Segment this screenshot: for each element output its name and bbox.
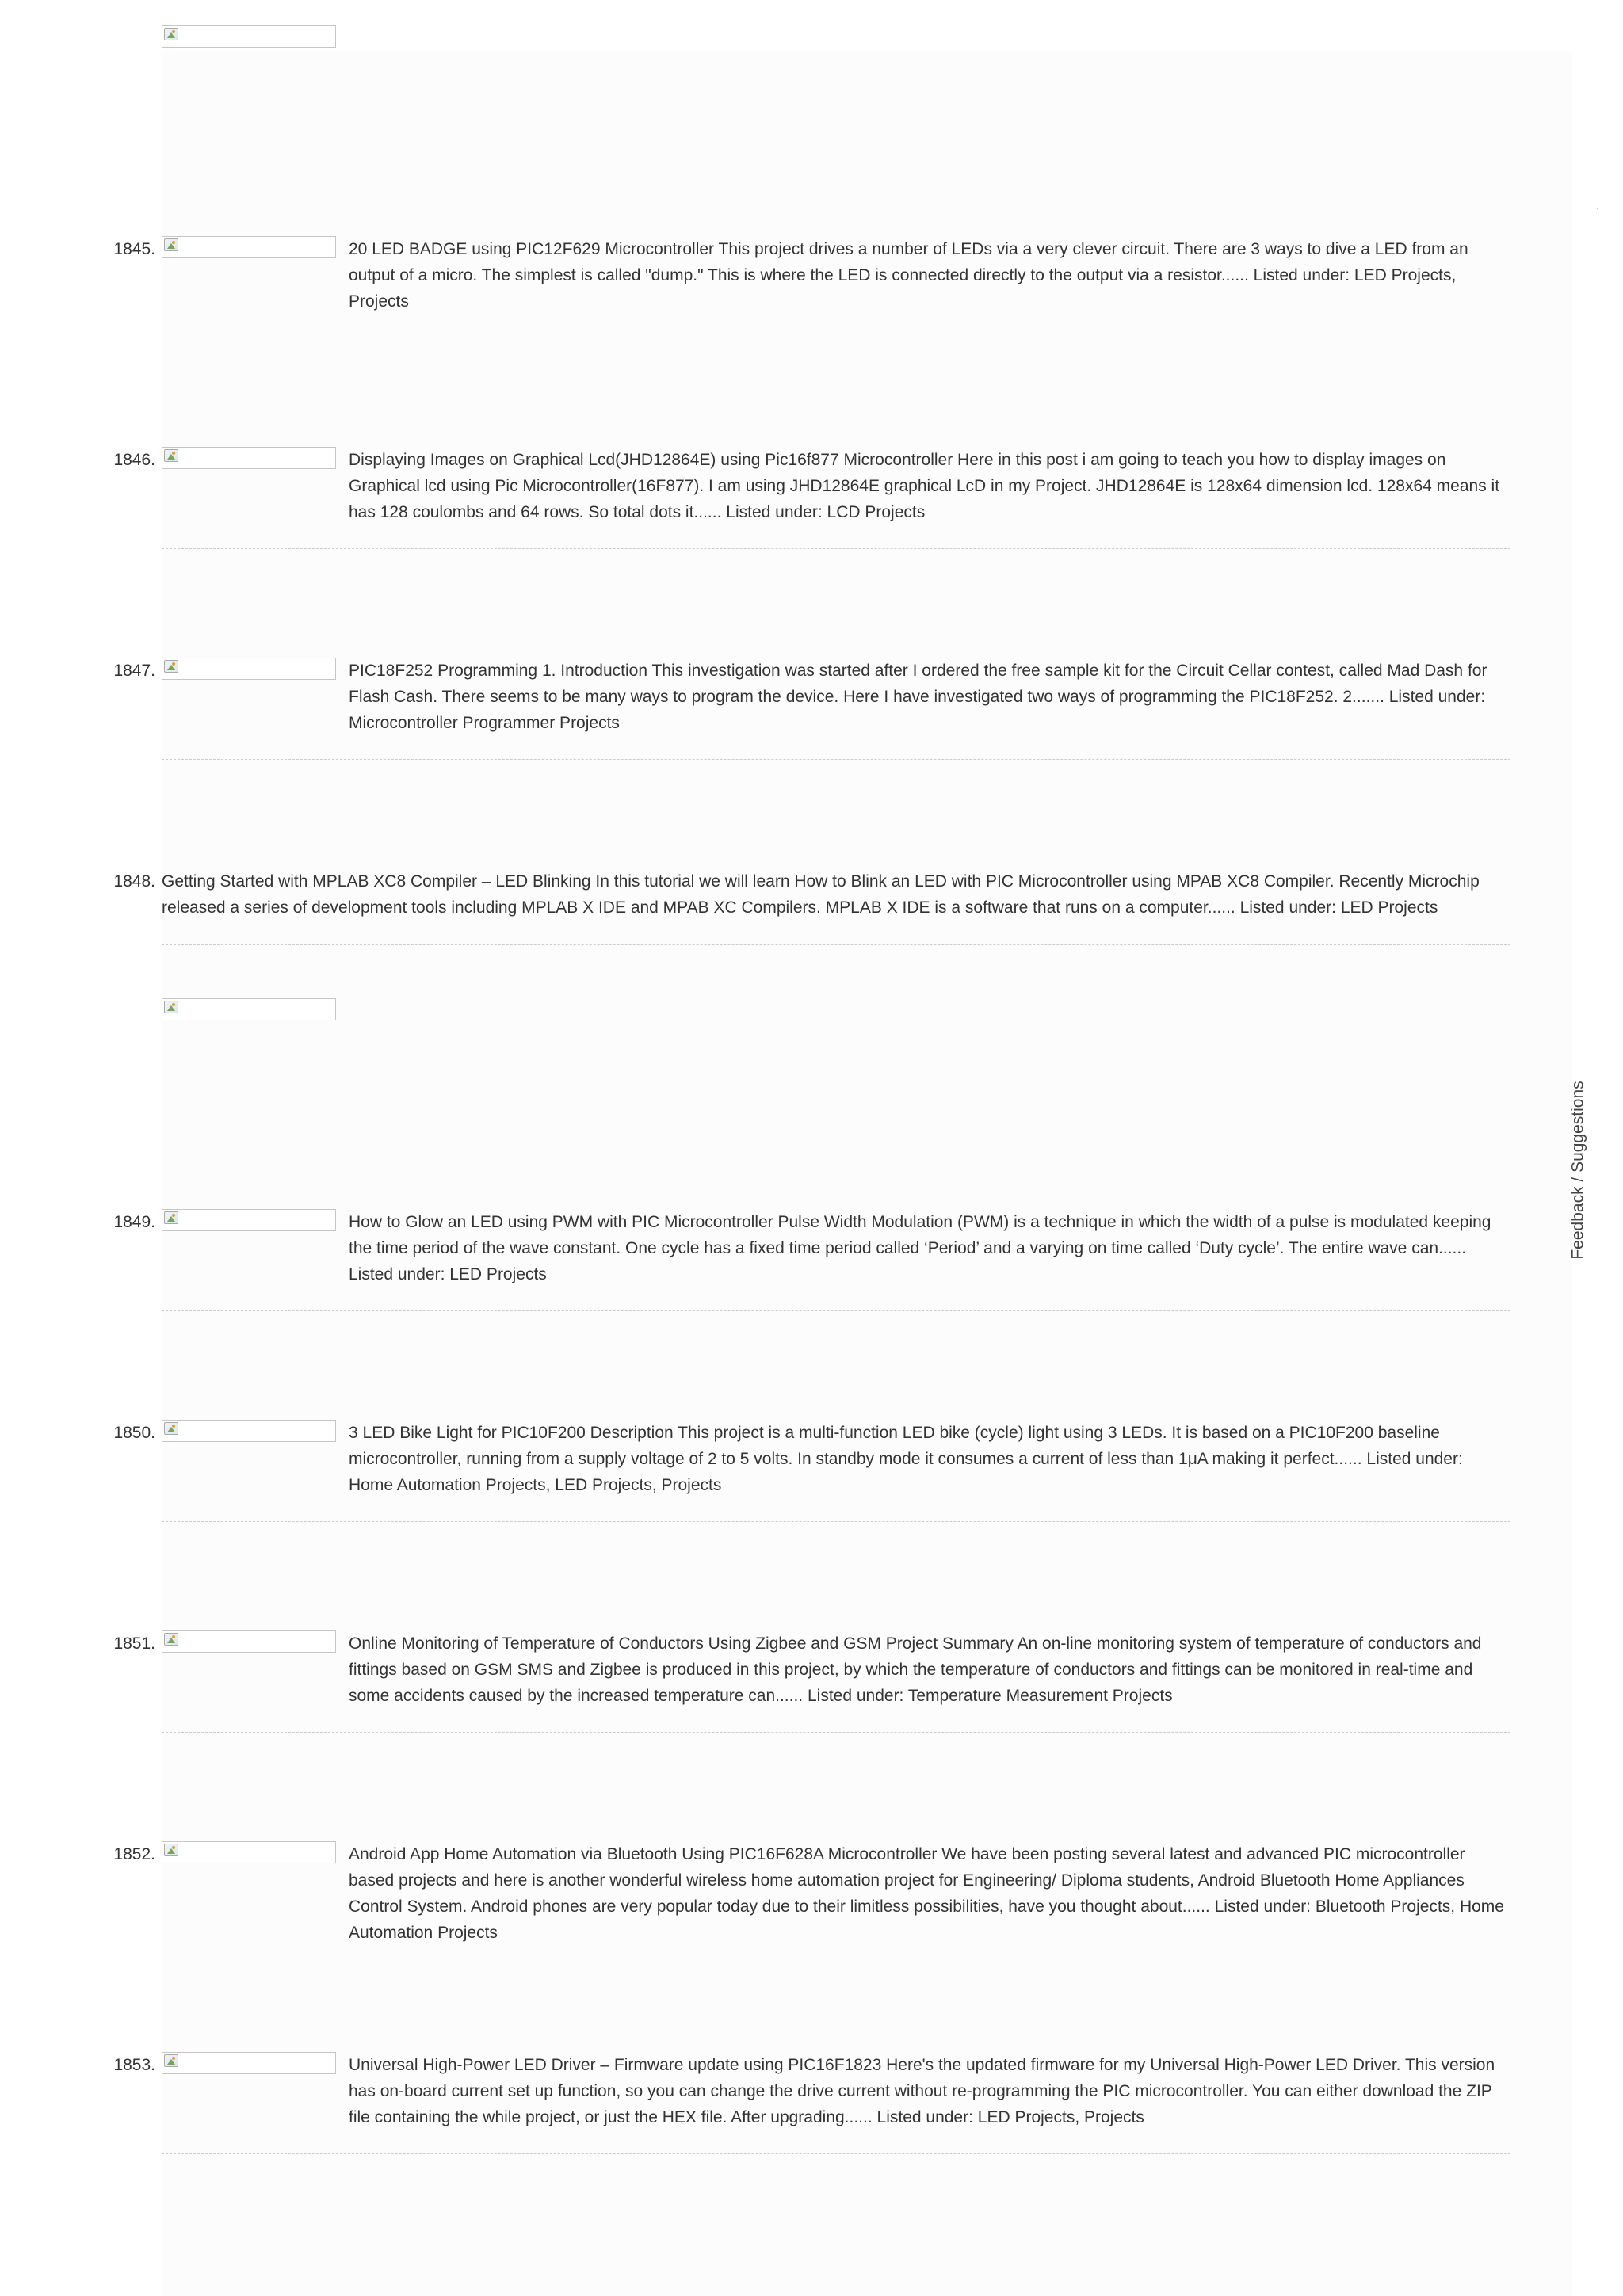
- broken-image-icon: [164, 449, 178, 462]
- broken-image-icon: [164, 1633, 178, 1646]
- item-description[interactable]: Universal High-Power LED Driver – Firmware update using PIC16F1823 Here's the updated firmware for my Universal High-Power LED Driver. This version has on-board current set up function, so you can change the drive current without re-programming the PIC microcontroller. You can either download the ZIP file containing the while project, or just the HEX file. After upgrading...... Listed under: LED Projects, Projects: [349, 2056, 1495, 2126]
- item-number: 1850.: [113, 1424, 155, 1442]
- broken-image-icon: [164, 238, 178, 251]
- item-number: 1849.: [113, 1213, 155, 1231]
- broken-image-icon: [164, 1211, 178, 1224]
- corner-mark: ·: [1596, 204, 1599, 213]
- item-divider: [162, 1521, 1510, 1522]
- item-number: 1853.: [113, 2056, 155, 2074]
- item-divider: [162, 1732, 1510, 1733]
- content-area: [162, 51, 1572, 2296]
- item-description[interactable]: How to Glow an LED using PWM with PIC Microcontroller Pulse Width Modulation (PWM) is a technique in which the width of a pulse is modulated keeping the time period of the wave constant. One cycle has a fixed time period called ‘Period’ and a varying on time called ‘Duty cycle’. The entire wave can...... Listed under: LED Projects: [349, 1213, 1491, 1283]
- broken-image-icon: [164, 1422, 178, 1435]
- item-thumbnail[interactable]: [162, 658, 336, 680]
- item-number: 1847.: [113, 662, 155, 680]
- feedback-tab[interactable]: [1561, 1079, 1596, 1261]
- broken-image-icon: [164, 1844, 178, 1856]
- feedback-tab-label: Feedback / Suggestions: [1569, 1081, 1587, 1260]
- item-thumbnail[interactable]: [162, 1209, 336, 1231]
- item-description[interactable]: 20 LED BADGE using PIC12F629 Microcontroller This project drives a number of LEDs via a very clever circuit. There are 3 ways to dive a LED from an output of a micro. The simplest is called "dump." This is where the LED is connected directly to the output via a resistor...... Listed under: LED Projects, Projects: [349, 240, 1468, 311]
- item-number: 1852.: [113, 1845, 155, 1863]
- item-description[interactable]: PIC18F252 Programming 1. Introduction This investigation was started after I ordered the free sample kit for the Circuit Cellar contest, called Mad Dash for Flash Cash. There seems to be many ways to program the device. Here I have investigated two ways of programming the PIC18F252. 2....... Listed under: Microcontroller Programmer Projects: [349, 662, 1487, 732]
- broken-image-icon: [164, 2054, 178, 2067]
- item-number: 1845.: [113, 240, 155, 258]
- item-number: 1851.: [113, 1634, 155, 1653]
- item-description[interactable]: 3 LED Bike Light for PIC10F200 Description This project is a multi-function LED bike (cycle) light using 3 LEDs. It is based on a PIC10F200 baseline microcontroller, running from a supply voltage of 2 to 5 volts. In standby mode it consumes a current of less than 1μA making it perfect...... Listed under: Home Automation Projects, LED Projects, Projects: [349, 1424, 1463, 1494]
- item-thumbnail[interactable]: [162, 236, 336, 258]
- item-thumbnail[interactable]: [162, 447, 336, 469]
- item-description[interactable]: Android App Home Automation via Bluetooth Using PIC16F628A Microcontroller We have been posting several latest and advanced PIC microcontroller based projects and here is another wonderful wireless home automation project for Engineering/ Diploma students, Android Bluetooth Home Appliances Control System. Android phones are very popular today due to their limitless possibilities, have you thought about...... Listed under: Bluetooth Projects, Home Automation Projects: [349, 1845, 1504, 1942]
- item-description[interactable]: Getting Started with MPLAB XC8 Compiler – LED Blinking In this tutorial we will learn How to Blink an LED with PIC Microcontroller using MPAB XC8 Compiler. Recently Microchip released a series of development tools including MPLAB X IDE and MPAB XC Compilers. MPLAB X IDE is a software that runs on a computer...... Listed under: LED Projects: [162, 872, 1480, 917]
- item-number: 1848.: [113, 872, 155, 891]
- item-description[interactable]: Online Monitoring of Temperature of Conductors Using Zigbee and GSM Project Summary An on-line monitoring system of temperature of conductors and fittings based on GSM SMS and Zigbee is produced in this project, by which the temperature of conductors and fittings can be monitored in real-time and some accidents caused by the increased temperature can...... Listed under: Temperature Measurement Projects: [349, 1634, 1482, 1705]
- item-divider: [162, 2153, 1510, 2154]
- item-thumbnail[interactable]: [162, 1630, 336, 1653]
- item-description[interactable]: Displaying Images on Graphical Lcd(JHD12864E) using Pic16f877 Microcontroller Here in this post i am going to teach you how to display images on Graphical lcd using Pic Microcontroller(16F877). I am using JHD12864E graphical LcD in my Project. JHD12864E is 128x64 dimension lcd. 128x64 means it has 128 coulombs and 64 rows. So total dots it...... Listed under: LCD Projects: [349, 451, 1500, 521]
- ad-image-middle[interactable]: [162, 998, 336, 1020]
- broken-image-icon: [164, 660, 178, 673]
- item-thumbnail[interactable]: [162, 1420, 336, 1442]
- item-divider: [162, 944, 1510, 945]
- item-divider: [162, 1310, 1510, 1311]
- item-thumbnail[interactable]: [162, 1841, 336, 1863]
- broken-image-icon: [164, 1001, 178, 1013]
- broken-image-icon: [164, 28, 178, 40]
- item-number: 1846.: [113, 451, 155, 469]
- item-thumbnail[interactable]: [162, 2052, 336, 2074]
- item-divider: [162, 759, 1510, 760]
- item-divider: [162, 548, 1510, 549]
- ad-image-top[interactable]: [162, 25, 336, 48]
